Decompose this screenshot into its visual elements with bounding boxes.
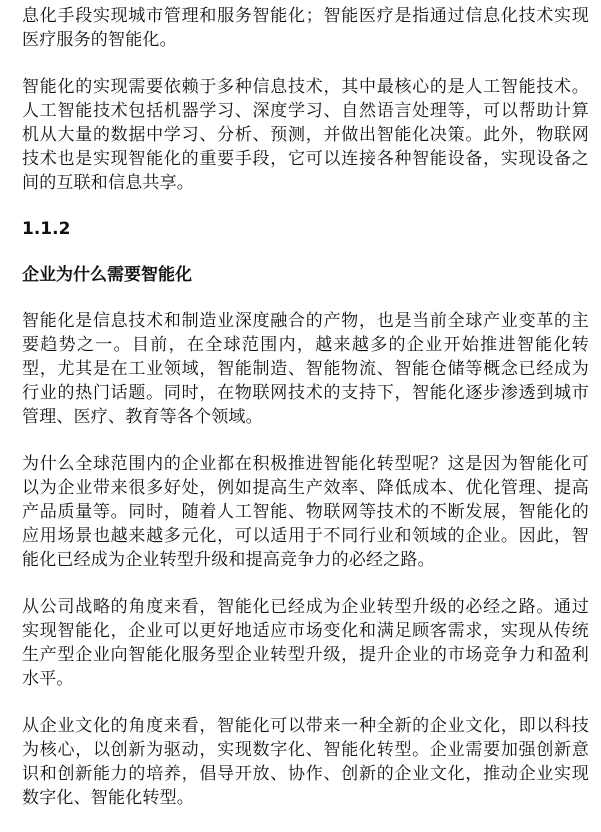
- paragraph-why: 为什么全球范围内的企业都在积极推进智能化转型呢？这是因为智能化可以为企业带来很多好处，例如提高生产效率、降低成本、优化管理、提高产品质量等。同时，随着人工智能、物联网等技术的不断发展，智能化的应用场景也越来越多元化，可以适用于不同行业和领域的企业。因此，智能化已经成为企业转型升级和提高竞争力的必经之路。: [22, 454, 589, 570]
- paragraph-intro: 息化手段实现城市管理和服务智能化；智能医疗是指通过信息化技术实现医疗服务的智能化。: [22, 6, 589, 50]
- paragraph-spacer: [22, 429, 589, 452]
- paragraph-spacer: [22, 195, 589, 217]
- paragraph-spacer: [22, 287, 589, 309]
- paragraph-culture: 从企业文化的角度来看，智能化可以带来一种全新的企业文化，即以科技为核心，以创新为驱动，实现数字化、智能化转型。企业需要加强创新意识和创新能力的培养，倡导开放、协作、创新的企业文化，推动企业实现数字化、智能化转型。: [22, 716, 589, 808]
- section-title: 企业为什么需要智能化: [22, 265, 192, 285]
- paragraph-spacer: [22, 241, 589, 263]
- paragraph-technology: 智能化的实现需要依赖于多种信息技术，其中最核心的是人工智能技术。人工智能技术包括机器学习、深度学习、自然语言处理等，可以帮助计算机从大量的数据中学习、分析、预测，并做出智能化决策。此外，物联网技术也是实现智能化的重要手段，它可以连接各种智能设备，实现设备之间的互联和信息共享。: [22, 77, 589, 193]
- section-number: 1.1.2: [22, 219, 71, 239]
- paragraph-spacer: [22, 691, 589, 714]
- paragraph-spacer: [22, 572, 589, 595]
- paragraph-spacer: [22, 52, 589, 75]
- paragraph-fusion: 智能化是信息技术和制造业深度融合的产物，也是当前全球产业变革的主要趋势之一。目前，在全球范围内，越来越多的企业开始推进智能化转型，尤其是在工业领域，智能制造、智能物流、智能仓储等概念已经成为行业的热门话题。同时，在物联网技术的支持下，智能化逐步渗透到城市管理、医疗、教育等各个领域。: [22, 311, 589, 427]
- paragraph-strategy: 从公司战略的角度来看，智能化已经成为企业转型升级的必经之路。通过实现智能化，企业可以更好地适应市场变化和满足顾客需求，实现从传统生产型企业向智能化服务型企业转型升级，提升企业的市场竞争力和盈利水平。: [22, 597, 589, 689]
